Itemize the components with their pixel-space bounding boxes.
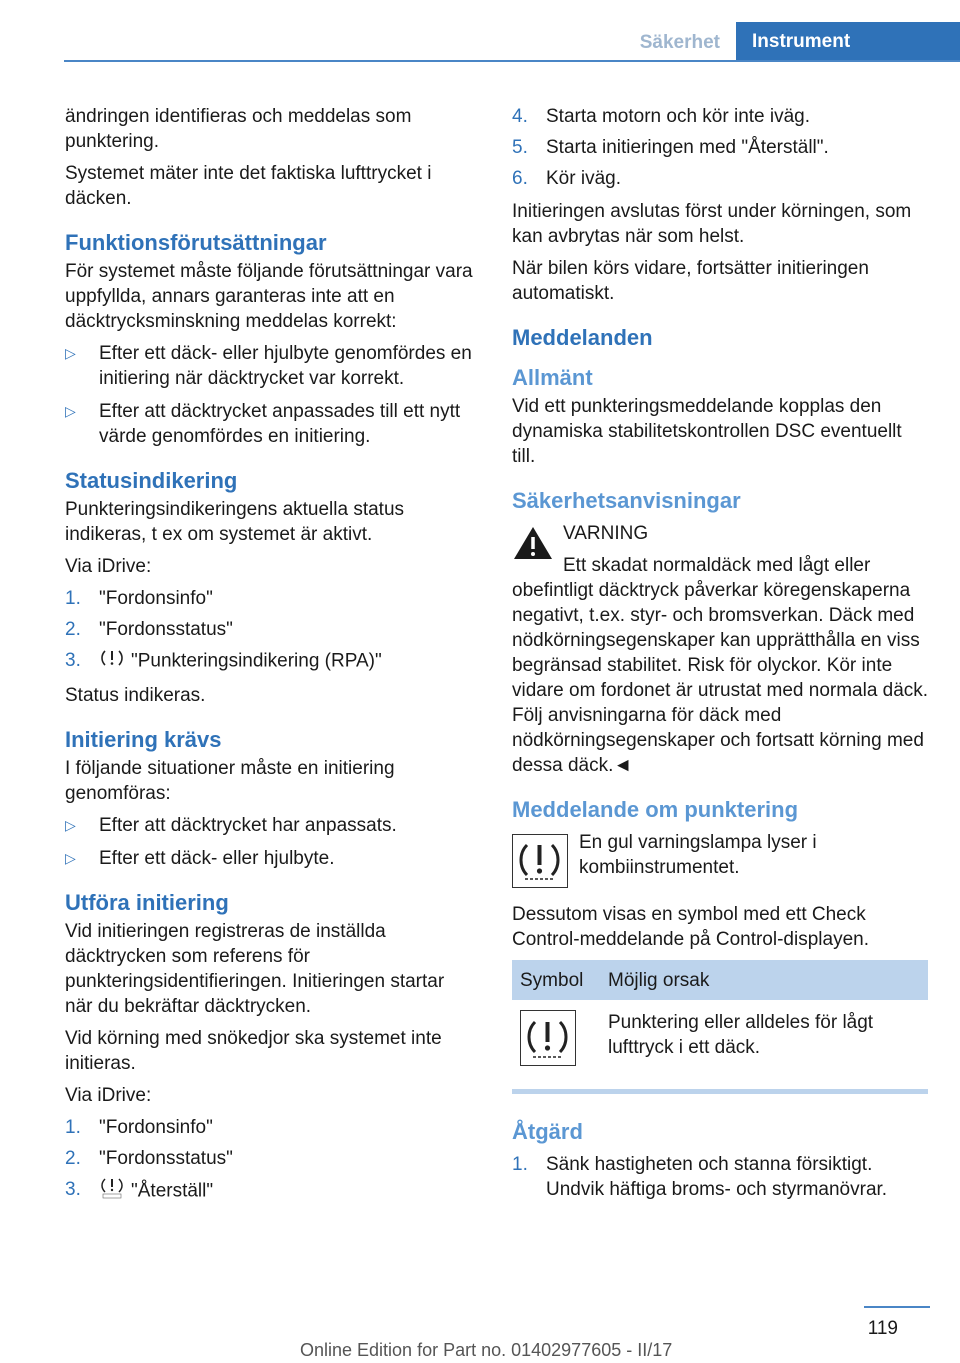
- paragraph: Dessutom visas en symbol med ett Check Control-meddelande på Control-displayen.: [512, 904, 869, 950]
- step-text: Kör iväg.: [546, 168, 621, 189]
- list-item: [65, 648, 475, 675]
- paragraph: Punkteringsindikeringens aktuella status indikeras, t ex om systemet är aktivt.: [65, 499, 405, 545]
- table-end-rule: [512, 1089, 928, 1094]
- step-number: 3.: [65, 650, 81, 671]
- right-column: [512, 104, 930, 1210]
- warning-text: Ett skadat normaldäck med lågt eller obefintligt däcktryck påverkar köregenskaperna negativt, t.ex. styr- och bromsverkan. Däck med nödkörningsegenskaper kan upprätthålla en viss begränsad stabilitet. Risk för olyckor. Kör inte vidare om fordonet är utrustat med normala däck. Följ anvisningarna för däck med nödkörningsegenskaper och fortsatt körning med dessa däck.◄: [512, 555, 929, 776]
- paragraph: Vid ett punkteringsmeddelande kopplas den dynamiska stabilitetskontrollen DSC eventuellt till.: [512, 396, 902, 467]
- bullet-list: [65, 813, 475, 871]
- step-text: Sänk hastigheten och stanna försiktigt. Undvik häftiga broms- och styrmanövrar.: [546, 1154, 888, 1200]
- list-item: [512, 166, 930, 191]
- heading-initiering-kravs: Initiering krävs: [65, 727, 222, 752]
- tire-pressure-warning-icon: [512, 834, 568, 888]
- numbered-list: [512, 104, 930, 191]
- step-number: 1.: [65, 1117, 81, 1138]
- paragraph: ändringen identifieras och meddelas som punktering.: [65, 106, 412, 152]
- step-number: 4.: [512, 106, 528, 127]
- numbered-list: [512, 1152, 930, 1202]
- heading-statusindikering: Statusindikering: [65, 468, 238, 493]
- heading-sakerhetsanvisningar: Säkerhetsanvisningar: [512, 488, 741, 513]
- triangle-right-icon: ▷: [65, 817, 76, 833]
- header-chapter-tab: Instrument: [736, 22, 960, 62]
- page-number: 119: [867, 1318, 898, 1339]
- step-number: 6.: [512, 168, 528, 189]
- footer-rule: [864, 1306, 930, 1308]
- list-item: [65, 399, 475, 449]
- paragraph: Vid körning med snökedjor ska systemet inte initieras.: [65, 1028, 442, 1074]
- table-header-row: [512, 960, 928, 1000]
- header-rule: [64, 60, 960, 62]
- paragraph: Status indikeras.: [65, 685, 206, 706]
- header-section-label: Säkerhet: [639, 32, 720, 53]
- step-text: "Punkteringsindikering (RPA)": [131, 650, 382, 672]
- paragraph: En gul varningslampa lyser i kombiinstrumentet.: [579, 832, 817, 878]
- heading-atgard: Åtgärd: [512, 1119, 583, 1144]
- triangle-right-icon: ▷: [65, 403, 76, 419]
- list-item-text: Efter ett däck- eller hjulbyte.: [99, 848, 335, 869]
- list-item: [65, 1146, 475, 1171]
- list-item: [512, 135, 930, 160]
- heading-funktionsforutsattningar: Funktionsförutsättningar: [65, 230, 327, 255]
- table-cell-symbol: [512, 1000, 600, 1087]
- step-text: "Återställ": [131, 1180, 214, 1202]
- list-item: [65, 1177, 475, 1206]
- page-header: [0, 0, 960, 64]
- warning-box: [512, 521, 930, 778]
- step-text: "Fordonsstatus": [99, 1148, 233, 1169]
- tire-pressure-warning-icon: [99, 648, 125, 675]
- triangle-right-icon: ▷: [65, 345, 76, 361]
- list-item-text: Efter ett däck- eller hjulbyte genomfördes en initiering när däcktrycket var korrekt.: [99, 343, 472, 389]
- paragraph: I följande situationer måste en initiering genomföras:: [65, 758, 395, 804]
- left-column: [65, 104, 475, 1214]
- list-item: [512, 104, 930, 129]
- table-cell-orsak: Punktering eller alldeles för lågt lufttryck i ett däck.: [608, 1012, 874, 1058]
- list-item: [65, 586, 475, 611]
- paragraph: Vid initieringen registreras de inställda däcktrycken som referens för punkteringsidentifieringen. Initieringen startar när du bekräftar däcktrycken.: [65, 921, 445, 1017]
- list-item: [65, 1115, 475, 1140]
- step-number: 5.: [512, 137, 528, 158]
- list-item: [65, 617, 475, 642]
- warning-title: VARNING: [563, 523, 649, 544]
- tire-pressure-warning-icon: [520, 1010, 576, 1066]
- warning-triangle-icon: [512, 525, 554, 568]
- list-item: [65, 341, 475, 391]
- paragraph: Initieringen avslutas först under körningen, som kan avbrytas när som helst.: [512, 201, 912, 247]
- table-header-symbol: Symbol: [512, 960, 600, 1000]
- paragraph: När bilen körs vidare, fortsätter initieringen automatiskt.: [512, 258, 869, 304]
- step-text: "Fordonsinfo": [99, 588, 213, 609]
- heading-utfora-initiering: Utföra initiering: [65, 890, 229, 915]
- step-number: 3.: [65, 1179, 81, 1200]
- step-number: 1.: [512, 1154, 528, 1175]
- list-item: [512, 1152, 930, 1202]
- paragraph: Via iDrive:: [65, 1085, 152, 1106]
- list-item: [65, 813, 475, 838]
- heading-meddelanden: Meddelanden: [512, 325, 653, 350]
- step-text: Starta motorn och kör inte iväg.: [546, 106, 811, 127]
- step-text: "Fordonsinfo": [99, 1117, 213, 1138]
- list-item-text: Efter att däcktrycket har anpassats.: [99, 815, 397, 836]
- paragraph: Via iDrive:: [65, 556, 152, 577]
- symbol-table: [512, 960, 928, 1087]
- bullet-list: [65, 341, 475, 449]
- triangle-right-icon: ▷: [65, 850, 76, 866]
- numbered-list: [65, 1115, 475, 1206]
- step-text: "Fordonsstatus": [99, 619, 233, 640]
- tire-reset-icon: [99, 1177, 125, 1206]
- heading-allmant: Allmänt: [512, 365, 593, 390]
- table-row: [512, 1000, 928, 1087]
- list-item-text: Efter att däcktrycket anpassades till ett nytt värde genomfördes en initiering.: [99, 401, 461, 447]
- lamp-row: [512, 830, 930, 888]
- paragraph: Systemet mäter inte det faktiska lufttrycket i däcken.: [65, 163, 432, 209]
- edition-note: Online Edition for Part no. 01402977605 - II/17: [300, 1340, 673, 1360]
- numbered-list: [65, 586, 475, 675]
- step-text: Starta initieringen med "Återställ".: [546, 137, 829, 158]
- table-header-orsak: Möjlig orsak: [600, 960, 928, 1000]
- list-item: [65, 846, 475, 871]
- step-number: 2.: [65, 1148, 81, 1169]
- heading-meddelande-om-punktering: Meddelande om punktering: [512, 797, 799, 822]
- step-number: 2.: [65, 619, 81, 640]
- paragraph: För systemet måste följande förutsättningar vara uppfyllda, annars garanteras inte att en däcktrycksminskning meddelas korrekt:: [65, 261, 473, 332]
- step-number: 1.: [65, 588, 81, 609]
